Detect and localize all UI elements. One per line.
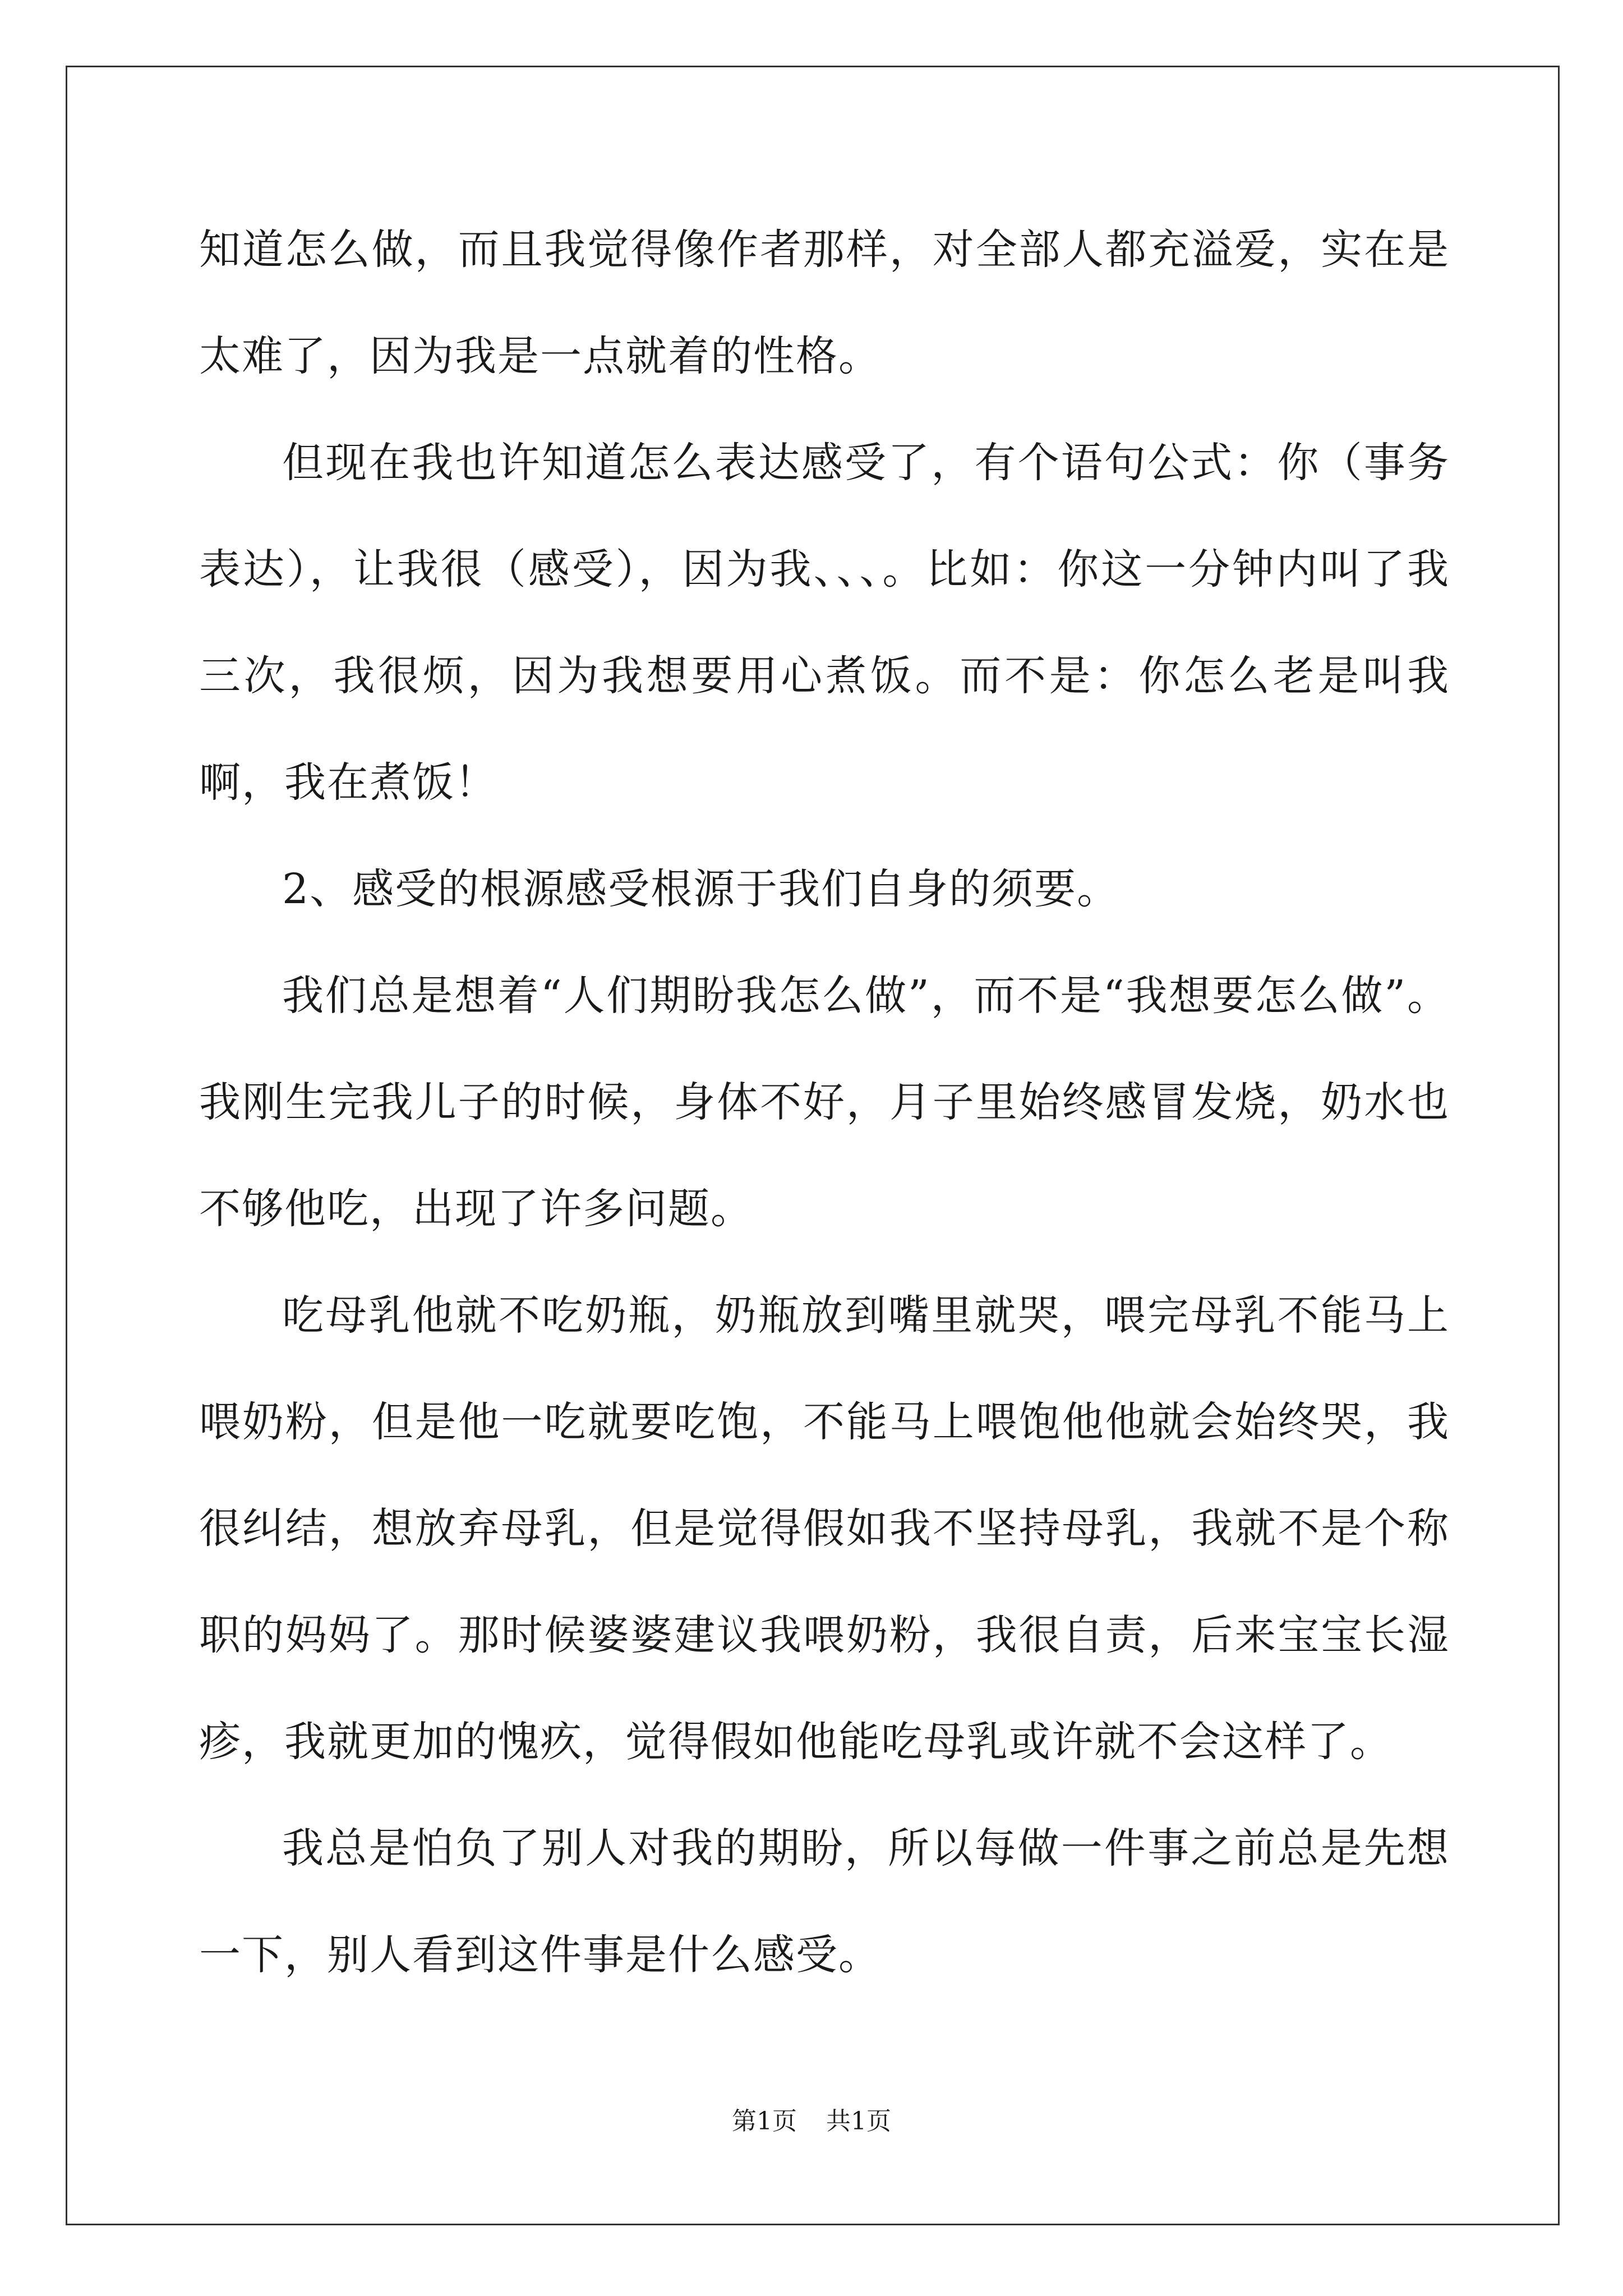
paragraph-3: 2、感受的根源感受根源于我们自身的须要。 [282,865,1120,913]
page-footer [0,2101,1623,2137]
paragraph-2: 但现在我也许知道怎么表达感受了，有个语句公式：你（事务表达），让我很（感受），因为我、、、。比如：你这一分钟内叫了我三次，我很烦，因为我想要用心煮饭。而不是：你怎么老是叫我啊，我在煮饭！ [199,439,1450,807]
paragraph-6: 我总是怕负了别人对我的期盼，所以每做一件事之前总是先想一下，别人看到这件事是什么感受。 [199,1824,1450,1979]
page-total: 共1页 [826,2107,891,2136]
paragraph-4: 我们总是想着“人们期盼我怎么做”，而不是“我想要怎么做”。我刚生完我儿子的时候，身体不好，月子里始终感冒发烧，奶水也不够他吃，出现了许多问题。 [199,972,1450,1233]
paragraph-5: 吃母乳他就不吃奶瓶，奶瓶放到嘴里就哭，喂完母乳不能马上喂奶粉，但是他一吃就要吃饱，不能马上喂饱他他就会始终哭，我很纠结，想放弃母乳，但是觉得假如我不坚持母乳，我就不是个称职的妈妈了。那时候婆婆建议我喂奶粉，我很自责，后来宝宝长湿疹，我就更加的愧疚，觉得假如他能吃母乳或许就不会这样了。 [199,1291,1450,1766]
paragraph-1: 知道怎么做，而且我觉得像作者那样，对全部人都充溢爱，实在是太难了，因为我是一点就着的性格。 [199,226,1450,380]
document-body [199,196,1450,2008]
page-number: 第1页 [732,2107,797,2136]
